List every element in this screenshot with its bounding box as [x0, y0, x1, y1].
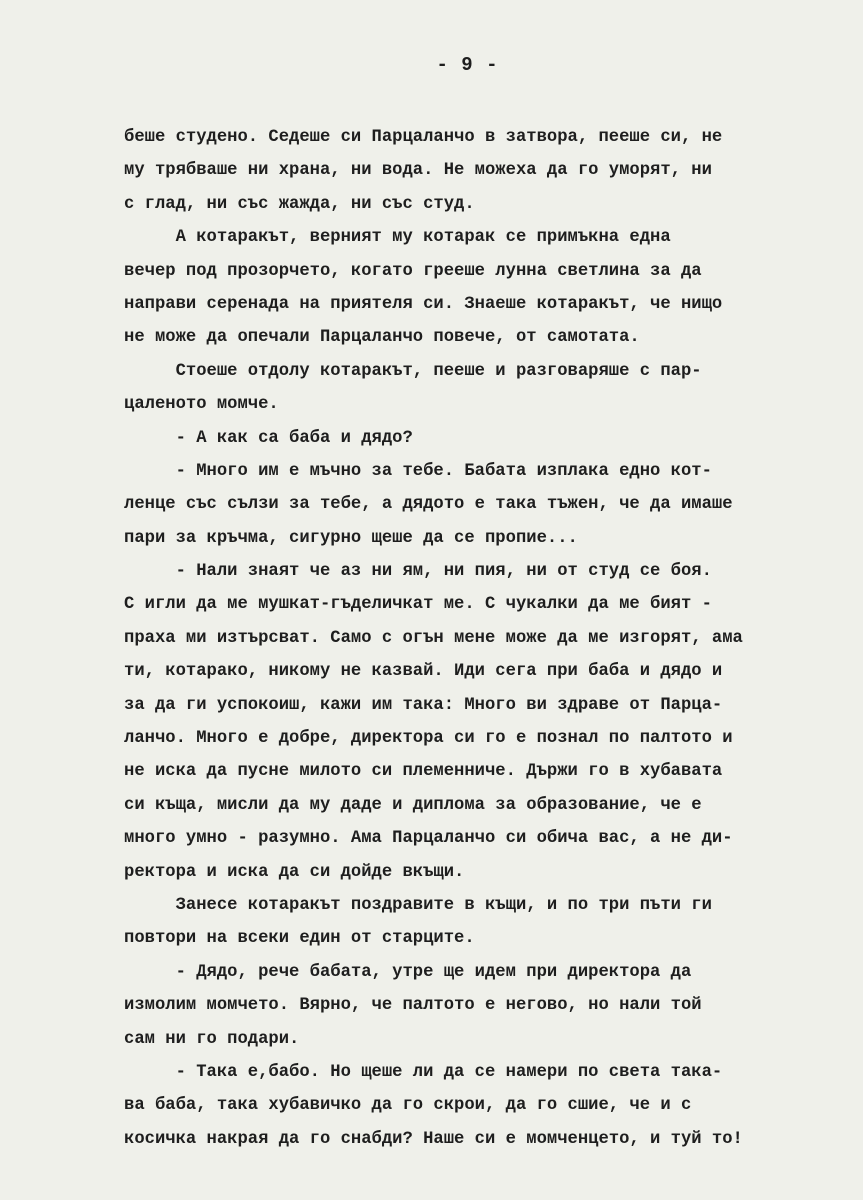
text-line: праха ми изтърсват. Само с огън мене може да ме изгорят, ама	[124, 628, 743, 648]
text-line: беше студено. Седеше си Парцаланчо в затвора, пееше си, не	[124, 128, 723, 147]
text-line: повтори на всеки един от старците.	[124, 929, 475, 949]
page-number: - 9 -	[436, 54, 499, 76]
text-line: не може да опечали Парцаланчо повече, от самотата.	[124, 328, 640, 348]
text-line: А котаракът, верният му котарак се примъкна една	[124, 228, 671, 248]
text-line: - Нали знаят че аз ни ям, ни пия, ни от студ се боя.	[124, 562, 712, 582]
text-line: ректора и иска да си дойде вкъщи.	[124, 862, 465, 882]
text-line: ва баба, така хубавичко да го скрои, да го сшие, че и с	[124, 1096, 692, 1116]
text-line: Стоеше отдолу котаракът, пееше и разговаряше с пар-	[124, 361, 702, 381]
text-line: вечер под прозорчето, когато грееше лунна светлина за да	[124, 261, 702, 281]
text-line: косичка накрая да го снабди? Наше си е момченцето, и туй то!	[124, 1129, 743, 1149]
text-line: не иска да пусне милото си племенниче. Държи го в хубавата	[124, 762, 723, 782]
text-line: - Дядо, рече бабата, утре ще идем при директора да	[124, 962, 692, 982]
text-line: му трябваше ни храна, ни вода. Не можеха да го уморят, ни	[124, 161, 712, 181]
text-line: - Така е,бабо. Но щеше ли да се намери по света така-	[124, 1062, 723, 1082]
text-line: - А как са баба и дядо?	[124, 428, 413, 448]
text-line: - Много им е мъчно за тебе. Бабата изплака едно кот-	[124, 461, 712, 481]
text-line: си къща, мисли да му даде и диплома за образование, че е	[124, 795, 702, 815]
text-line: цаленото момче.	[124, 395, 279, 415]
text-line: С игли да ме мушкат-гъделичкат ме. С чукалки да ме бият -	[124, 595, 712, 615]
text-line: измолим момчето. Вярно, че палтото е негово, но нали той	[124, 996, 702, 1016]
text-line: Занесе котаракът поздравите в къщи, и по три пъти ги	[124, 895, 712, 915]
text-line: с глад, ни със жажда, ни със студ.	[124, 194, 475, 214]
text-line: пари за кръчма, сигурно щеше да се пропие...	[124, 528, 578, 548]
body-text	[124, 121, 863, 1156]
text-line: за да ги успокоиш, кажи им така: Много ви здраве от Парца-	[124, 695, 723, 715]
text-line: ти, котарако, никому не казвай. Иди сега при баба и дядо и	[124, 662, 723, 682]
text-line: сам ни го подари.	[124, 1029, 300, 1049]
text-line: ленце със сълзи за тебе, а дядото е така тъжен, че да имаше	[124, 495, 733, 515]
text-line: направи серенада на приятеля си. Знаеше котаракът, че нищо	[124, 294, 723, 314]
text-line: много умно - разумно. Ама Парцаланчо си обича вас, а не ди-	[124, 829, 733, 849]
text-line: ланчо. Много е добре, директора си го е познал по палтото и	[124, 729, 733, 749]
